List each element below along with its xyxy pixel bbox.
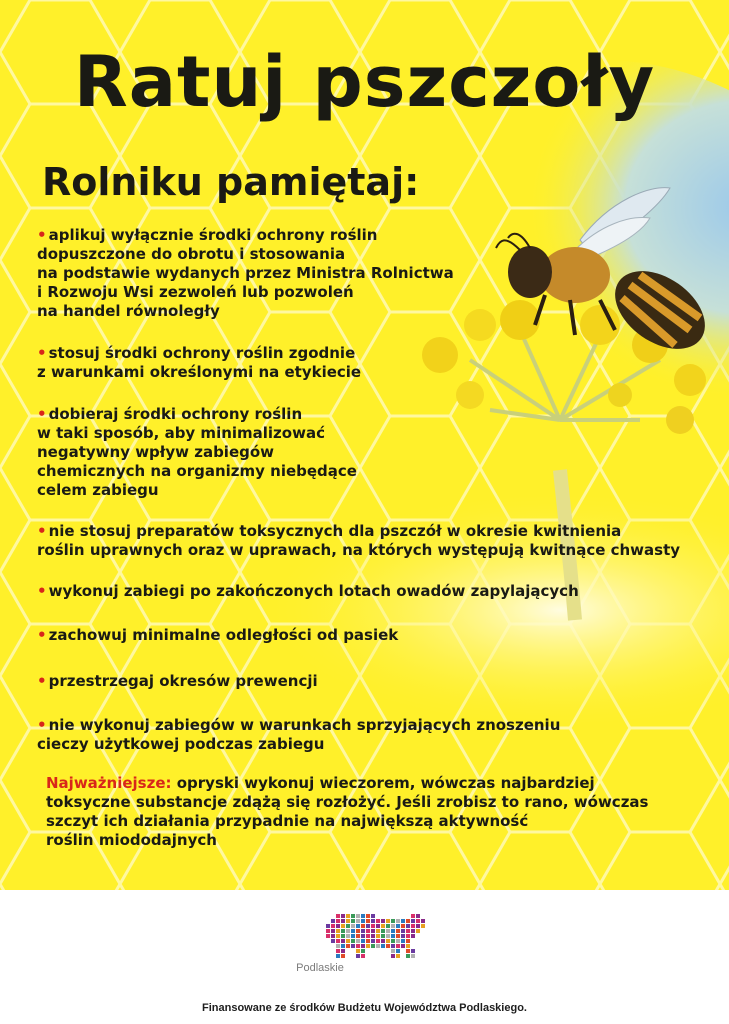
logo-pixel	[401, 939, 405, 943]
logo-pixel	[371, 924, 375, 928]
logo-pixel	[356, 919, 360, 923]
logo-pixel	[371, 914, 375, 918]
logo-pixel	[341, 939, 345, 943]
logo-pixel	[341, 949, 345, 953]
logo-pixel	[331, 929, 335, 933]
logo-pixel	[406, 939, 410, 943]
logo-pixel	[366, 944, 370, 948]
logo-pixel	[331, 939, 335, 943]
rule-item	[37, 582, 579, 601]
logo-pixel	[406, 944, 410, 948]
rule-text: aplikuj wyłącznie środki ochrony roślin dopuszczone do obrotu i stosowania na podstawie wydanych przez Ministra Rolnictwa i Rozwoju Wsi zezwoleń lub pozwoleń na handel równoległy	[37, 226, 454, 320]
logo-pixel	[351, 934, 355, 938]
logo-pixel	[356, 929, 360, 933]
logo-pixel	[406, 934, 410, 938]
logo-pixel	[376, 929, 380, 933]
logo-pixel	[356, 939, 360, 943]
logo-pixel	[361, 919, 365, 923]
logo-pixel	[396, 929, 400, 933]
logo-pixel	[391, 949, 395, 953]
poster-title: Ratuj pszczoły	[73, 41, 656, 123]
logo-pixel	[376, 944, 380, 948]
logo-pixel	[396, 934, 400, 938]
logo-pixel	[391, 944, 395, 948]
logo-pixel	[336, 919, 340, 923]
logo-pixel	[336, 949, 340, 953]
logo-pixel	[361, 944, 365, 948]
logo-pixel	[346, 914, 350, 918]
rule-item	[37, 716, 560, 754]
logo-pixel	[406, 919, 410, 923]
logo-pixel	[331, 919, 335, 923]
logo-pixel	[386, 944, 390, 948]
podlaskie-logo	[0, 910, 729, 990]
bullet-icon: •	[37, 405, 47, 423]
logo-pixel	[366, 924, 370, 928]
logo-pixel	[401, 929, 405, 933]
logo-pixel	[351, 919, 355, 923]
logo-pixel	[371, 944, 375, 948]
logo-pixel	[356, 944, 360, 948]
logo-pixel	[351, 914, 355, 918]
logo-pixel	[376, 934, 380, 938]
logo-pixel	[366, 939, 370, 943]
logo-pixel	[391, 954, 395, 958]
logo-pixel	[366, 934, 370, 938]
logo-label: Podlaskie	[296, 962, 344, 974]
logo-pixel	[416, 924, 420, 928]
logo-pixel	[401, 934, 405, 938]
logo-pixel	[396, 939, 400, 943]
logo-pixel	[396, 954, 400, 958]
logo-pixel	[396, 944, 400, 948]
logo-pixel	[396, 919, 400, 923]
logo-pixel	[326, 929, 330, 933]
bullet-icon: •	[37, 344, 47, 362]
logo-pixel	[326, 934, 330, 938]
logo-pixel	[371, 919, 375, 923]
logo-pixel	[356, 934, 360, 938]
logo-pixel	[391, 919, 395, 923]
bullet-icon: •	[37, 716, 47, 734]
logo-pixel	[396, 924, 400, 928]
logo-pixel	[341, 919, 345, 923]
logo-pixel	[411, 924, 415, 928]
logo-pixel	[361, 929, 365, 933]
logo-pixel	[371, 929, 375, 933]
logo-pixel	[401, 924, 405, 928]
logo-pixel	[411, 914, 415, 918]
logo-pixel	[421, 924, 425, 928]
logo-pixel	[396, 949, 400, 953]
logo-pixel	[391, 939, 395, 943]
logo-pixel	[356, 924, 360, 928]
rule-item	[37, 626, 398, 645]
rule-item	[37, 226, 454, 321]
logo-pixel	[391, 934, 395, 938]
logo-pixel	[331, 934, 335, 938]
logo-pixel	[386, 924, 390, 928]
bullet-icon: •	[37, 672, 47, 690]
logo-pixel	[381, 939, 385, 943]
important-note	[46, 774, 648, 850]
logo-pixel	[406, 954, 410, 958]
logo-pixel	[386, 919, 390, 923]
rule-text: stosuj środki ochrony roślin zgodnie z warunkami określonymi na etykiecie	[37, 344, 362, 381]
logo-pixel	[341, 924, 345, 928]
logo-pixel	[376, 919, 380, 923]
logo-pixel	[381, 924, 385, 928]
poster-subtitle: Rolniku pamiętaj:	[42, 160, 420, 204]
logo-pixel	[336, 954, 340, 958]
logo-pixel	[366, 914, 370, 918]
logo-pixel	[386, 939, 390, 943]
logo-pixel	[331, 924, 335, 928]
rule-item	[37, 405, 357, 500]
logo-pixel	[401, 919, 405, 923]
logo-pixel	[361, 934, 365, 938]
logo-pixel	[356, 914, 360, 918]
logo-pixel	[336, 934, 340, 938]
logo-pixel	[341, 929, 345, 933]
rule-text: zachowuj minimalne odległości od pasiek	[48, 626, 399, 644]
bullet-icon: •	[37, 582, 47, 600]
rule-item	[37, 522, 680, 560]
logo-pixel	[356, 954, 360, 958]
rule-text: wykonuj zabiegi po zakończonych lotach owadów zapylających	[48, 582, 579, 600]
logo-pixel	[336, 944, 340, 948]
logo-pixel	[371, 934, 375, 938]
logo-pixel	[336, 929, 340, 933]
bullet-icon: •	[37, 522, 47, 540]
logo-pixel	[381, 919, 385, 923]
important-label: Najważniejsze:	[46, 774, 172, 792]
rule-text: nie stosuj preparatów toksycznych dla pszczół w okresie kwitnienia roślin uprawnych oraz w uprawach, na których występują kwitnące chwasty	[37, 522, 681, 559]
logo-pixel	[411, 929, 415, 933]
logo-pixel	[366, 929, 370, 933]
logo-pixel	[341, 934, 345, 938]
rule-text: dobieraj środki ochrony roślin w taki sposób, aby minimalizować negatywny wpływ zabiegów chemicznych na organizmy niebędące celem zabiegu	[37, 405, 357, 499]
logo-pixel	[386, 929, 390, 933]
logo-pixel	[336, 914, 340, 918]
logo-pixel	[381, 929, 385, 933]
logo-pixel	[381, 944, 385, 948]
footer-funding-note: Finansowane ze środków Budżetu Województwa Podlaskiego.	[202, 1002, 527, 1014]
logo-pixel	[356, 949, 360, 953]
logo-pixel	[376, 924, 380, 928]
rule-item	[37, 344, 361, 382]
logo-pixel	[351, 929, 355, 933]
logo-pixel	[346, 929, 350, 933]
logo-pixel	[346, 919, 350, 923]
logo-pixel	[391, 924, 395, 928]
logo-pixel	[336, 939, 340, 943]
logo-pixel	[421, 919, 425, 923]
logo-pixel	[416, 919, 420, 923]
bullet-icon: •	[37, 226, 47, 244]
logo-pixel	[406, 929, 410, 933]
logo-pixel	[336, 924, 340, 928]
logo-pixel	[366, 919, 370, 923]
logo-pixel	[351, 939, 355, 943]
logo-pixel	[341, 914, 345, 918]
logo-pixel	[391, 929, 395, 933]
logo-pixel	[361, 939, 365, 943]
logo-pixel	[361, 924, 365, 928]
logo-pixel	[361, 914, 365, 918]
logo-pixel	[346, 924, 350, 928]
logo-pixel	[371, 939, 375, 943]
logo-pixel	[411, 954, 415, 958]
logo-pixel	[406, 949, 410, 953]
bullet-icon: •	[37, 626, 47, 644]
rule-text: przestrzegaj okresów prewencji	[48, 672, 318, 690]
logo-pixel	[351, 944, 355, 948]
logo-pixel	[326, 924, 330, 928]
logo-pixel	[411, 919, 415, 923]
logo-pixel	[346, 944, 350, 948]
logo-pixel	[376, 939, 380, 943]
logo-pixel	[416, 929, 420, 933]
rule-item	[37, 672, 318, 691]
logo-pixel	[411, 934, 415, 938]
logo-pixel	[411, 949, 415, 953]
logo-pixel	[346, 934, 350, 938]
logo-pixel	[346, 939, 350, 943]
important-text: opryski wykonuj wieczorem, wówczas najbardziej toksyczne substancje zdążą się rozłożyć. Jeśli zrobisz to rano, wówczas szczyt ich działania przypadnie na największą aktywność roślin miododajnych	[46, 774, 649, 849]
logo-pixel	[361, 954, 365, 958]
logo-pixel	[401, 944, 405, 948]
logo-pixel	[351, 924, 355, 928]
logo-pixel	[341, 954, 345, 958]
rule-text: nie wykonuj zabiegów w warunkach sprzyjających znoszeniu cieczy użytkowej podczas zabiegu	[37, 716, 561, 753]
logo-pixel	[416, 914, 420, 918]
logo-pixel	[386, 934, 390, 938]
logo-pixel	[406, 924, 410, 928]
logo-pixel	[381, 934, 385, 938]
logo-pixel	[341, 944, 345, 948]
logo-pixel	[361, 949, 365, 953]
